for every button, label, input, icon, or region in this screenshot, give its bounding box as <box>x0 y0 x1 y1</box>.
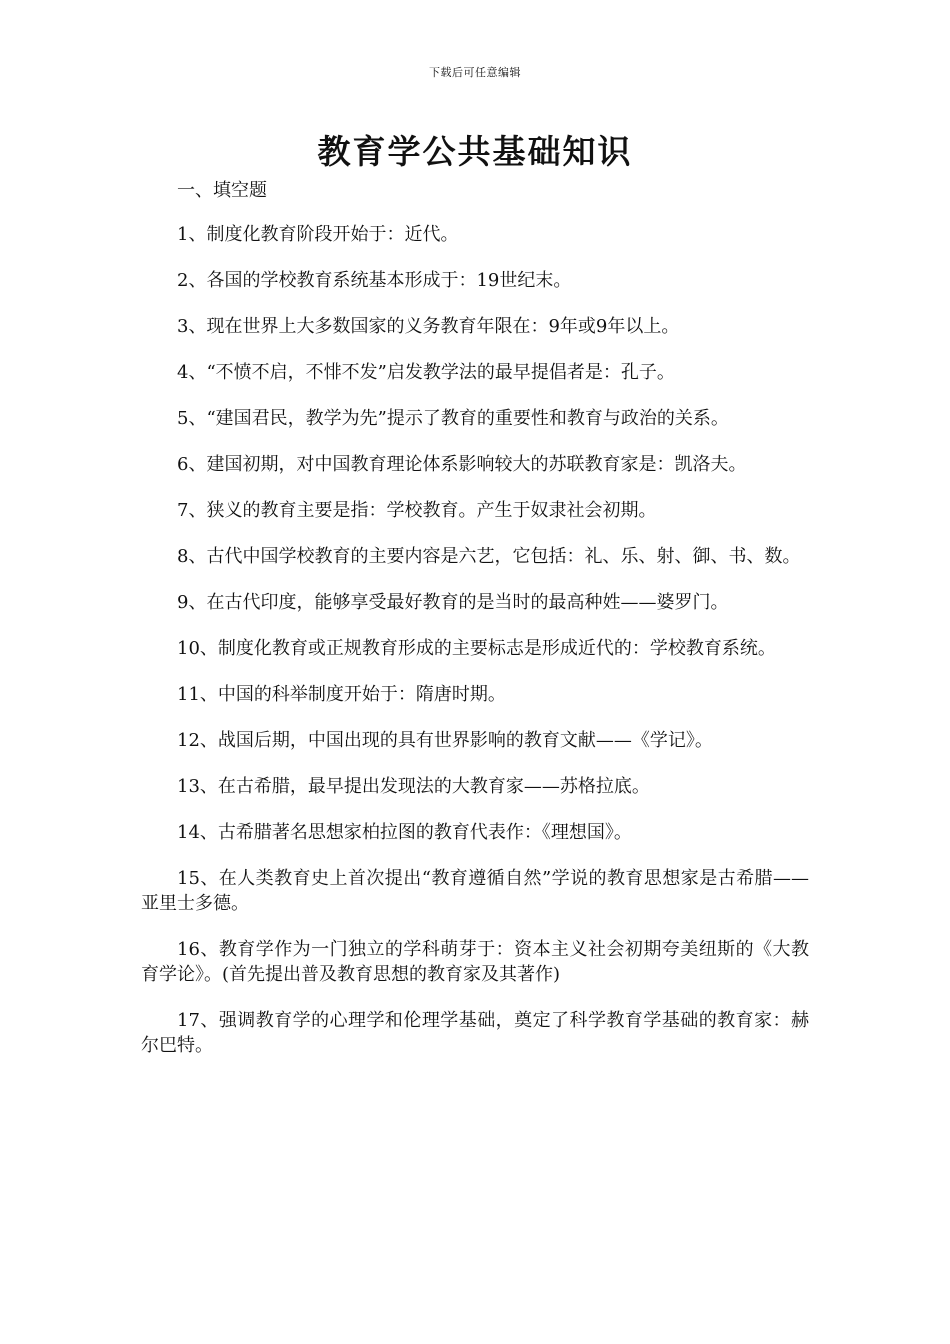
list-item: 1、制度化教育阶段开始于：近代。 <box>177 224 459 245</box>
list-item: 2、各国的学校教育系统基本形成于：19世纪末。 <box>177 270 572 291</box>
list-item: 3、现在世界上大多数国家的义务教育年限在：9年或9年以上。 <box>177 316 680 337</box>
list-item: 17、强调教育学的心理学和伦理学基础，奠定了科学教育学基础的教育家：赫尔巴特。 <box>141 1010 809 1056</box>
list-item: 13、在古希腊，最早提出发现法的大教育家——苏格拉底。 <box>177 776 650 797</box>
list-item: 16、教育学作为一门独立的学科萌芽于：资本主义社会初期夸美纽斯的《大教育学论》。(首先提出普及教育思想的教育家及其著作) <box>141 939 809 985</box>
question-list <box>141 222 809 1079</box>
section-heading: 一、填空题 <box>177 180 267 201</box>
list-item: 5、“建国君民，教学为先”提示了教育的重要性和教育与政治的关系。 <box>177 408 729 429</box>
header-note: 下载后可任意编辑 <box>429 66 521 79</box>
list-item: 11、中国的科举制度开始于：隋唐时期。 <box>177 684 506 705</box>
list-item: 9、在古代印度，能够享受最好教育的是当时的最高种姓——婆罗门。 <box>177 592 729 613</box>
list-item: 10、制度化教育或正规教育形成的主要标志是形成近代的：学校教育系统。 <box>177 638 776 659</box>
list-item: 15、在人类教育史上首次提出“教育遵循自然”学说的教育思想家是古希腊——亚里士多德。 <box>141 868 809 914</box>
list-item: 12、战国后期，中国出现的具有世界影响的教育文献——《学记》。 <box>177 730 713 751</box>
list-item: 7、狭义的教育主要是指：学校教育。产生于奴隶社会初期。 <box>177 500 657 521</box>
list-item: 4、“不愤不启，不悱不发”启发教学法的最早提倡者是：孔子。 <box>177 362 675 383</box>
list-item: 8、古代中国学校教育的主要内容是六艺，它包括：礼、乐、射、御、书、数。 <box>177 546 801 567</box>
document-title: 教育学公共基础知识 <box>317 132 633 171</box>
list-item: 14、古希腊著名思想家柏拉图的教育代表作：《理想国》。 <box>177 822 632 843</box>
list-item: 6、建国初期，对中国教育理论体系影响较大的苏联教育家是：凯洛夫。 <box>177 454 747 475</box>
